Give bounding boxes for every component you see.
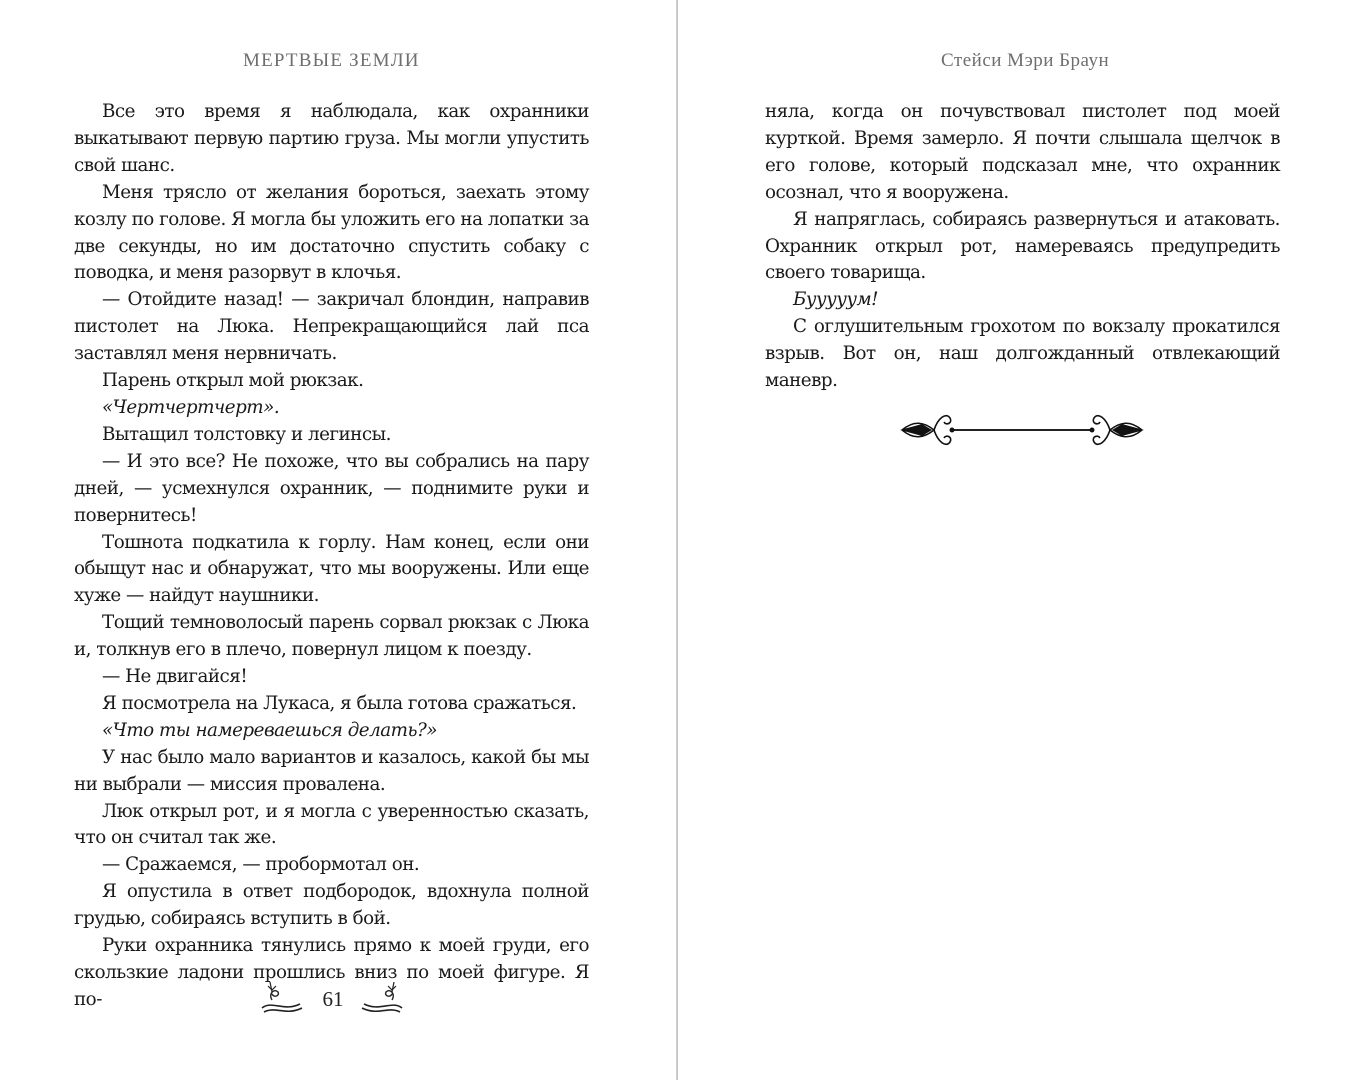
paragraph: Вытащил толстовку и легинсы. [102,423,391,445]
right-page-body [765,99,1280,395]
left-page-body [74,99,589,1014]
paragraph: Люк открыл рот, и я могла с уверенностью сказать, что он считал так же. [74,800,589,849]
page-folio [258,978,408,1022]
dialogue-line: — Не двигайся! [102,666,248,688]
sound-effect: Бууууум! [793,289,878,311]
running-head-author: Стейси Мэри Браун [941,50,1110,71]
paragraph: Парень открыл мой рюкзак. [102,370,364,392]
paragraph: Я посмотрела на Лукаса, я была готова сражаться. [102,692,577,714]
paragraph: Меня трясло от желания бороться, заехать этому козлу по голове. Я могла бы уложить его на лопатки за две секунды, но им достаточно спустить собаку с поводка, и меня разорвут в клочья. [74,181,589,284]
folio-flourish-left-icon [258,978,306,1018]
dialogue-line: — И это все? Не похоже, что вы собрались на пару дней, — усмехнулся охранник, — поднимите руки и повернитесь! [74,450,589,526]
paragraph-continued: няла, когда он почувствовал пистолет под моей курткой. Время замерло. Я почти слышала щелчок в его голове, который подсказал мне, что охранник осознал, что я вооружена. [765,101,1280,203]
right-page [678,0,1354,1080]
folio-flourish-right-icon [358,978,406,1018]
page-number: 61 [322,987,344,1011]
paragraph: Я напряглась, собираясь развернуться и атаковать. Охранник открыл рот, намереваясь предупредить своего товарища. [765,208,1280,284]
dialogue-line: — Сражаемся, — пробормотал он. [102,854,420,876]
paragraph: Я опустила в ответ подбородок, вдохнула полной грудью, собираясь вступить в бой. [74,881,589,930]
running-head-title: МЕРТВЫЕ ЗЕМЛИ [243,50,420,71]
paragraph: Все это время я наблюдала, как охранники выкатывают первую партию груза. Мы могли упустить свой шанс. [74,101,589,176]
dialogue-line: — Отойдите назад! — закричал блондин, направив пистолет на Люка. Непрекращающийся лай пса заставлял меня нервничать. [74,289,589,365]
paragraph: Тошнота подкатила к горлу. Нам конец, если они обыщут нас и обнаружат, что мы вооружены. Или еще хуже — найдут наушники. [74,531,589,607]
paragraph: Руки охранника тянулись прямо к моей груди, его скользкие ладони прошлись вниз по моей фигуре. Я по- [74,935,589,1010]
section-divider-ornament-icon [900,404,1144,452]
inner-thought: «Что ты намереваешься делать?» [102,719,437,741]
inner-thought: «Чертчертчерт». [102,396,280,418]
paragraph: С оглушительным грохотом по вокзалу прокатился взрыв. Вот он, наш долгожданный отвлекающий маневр. [765,316,1280,392]
paragraph: У нас было мало вариантов и казалось, какой бы мы ни выбрали — миссия провалена. [74,746,589,795]
paragraph: Тощий темноволосый парень сорвал рюкзак с Люка и, толкнув его в плечо, повернул лицом к поезду. [74,612,589,661]
